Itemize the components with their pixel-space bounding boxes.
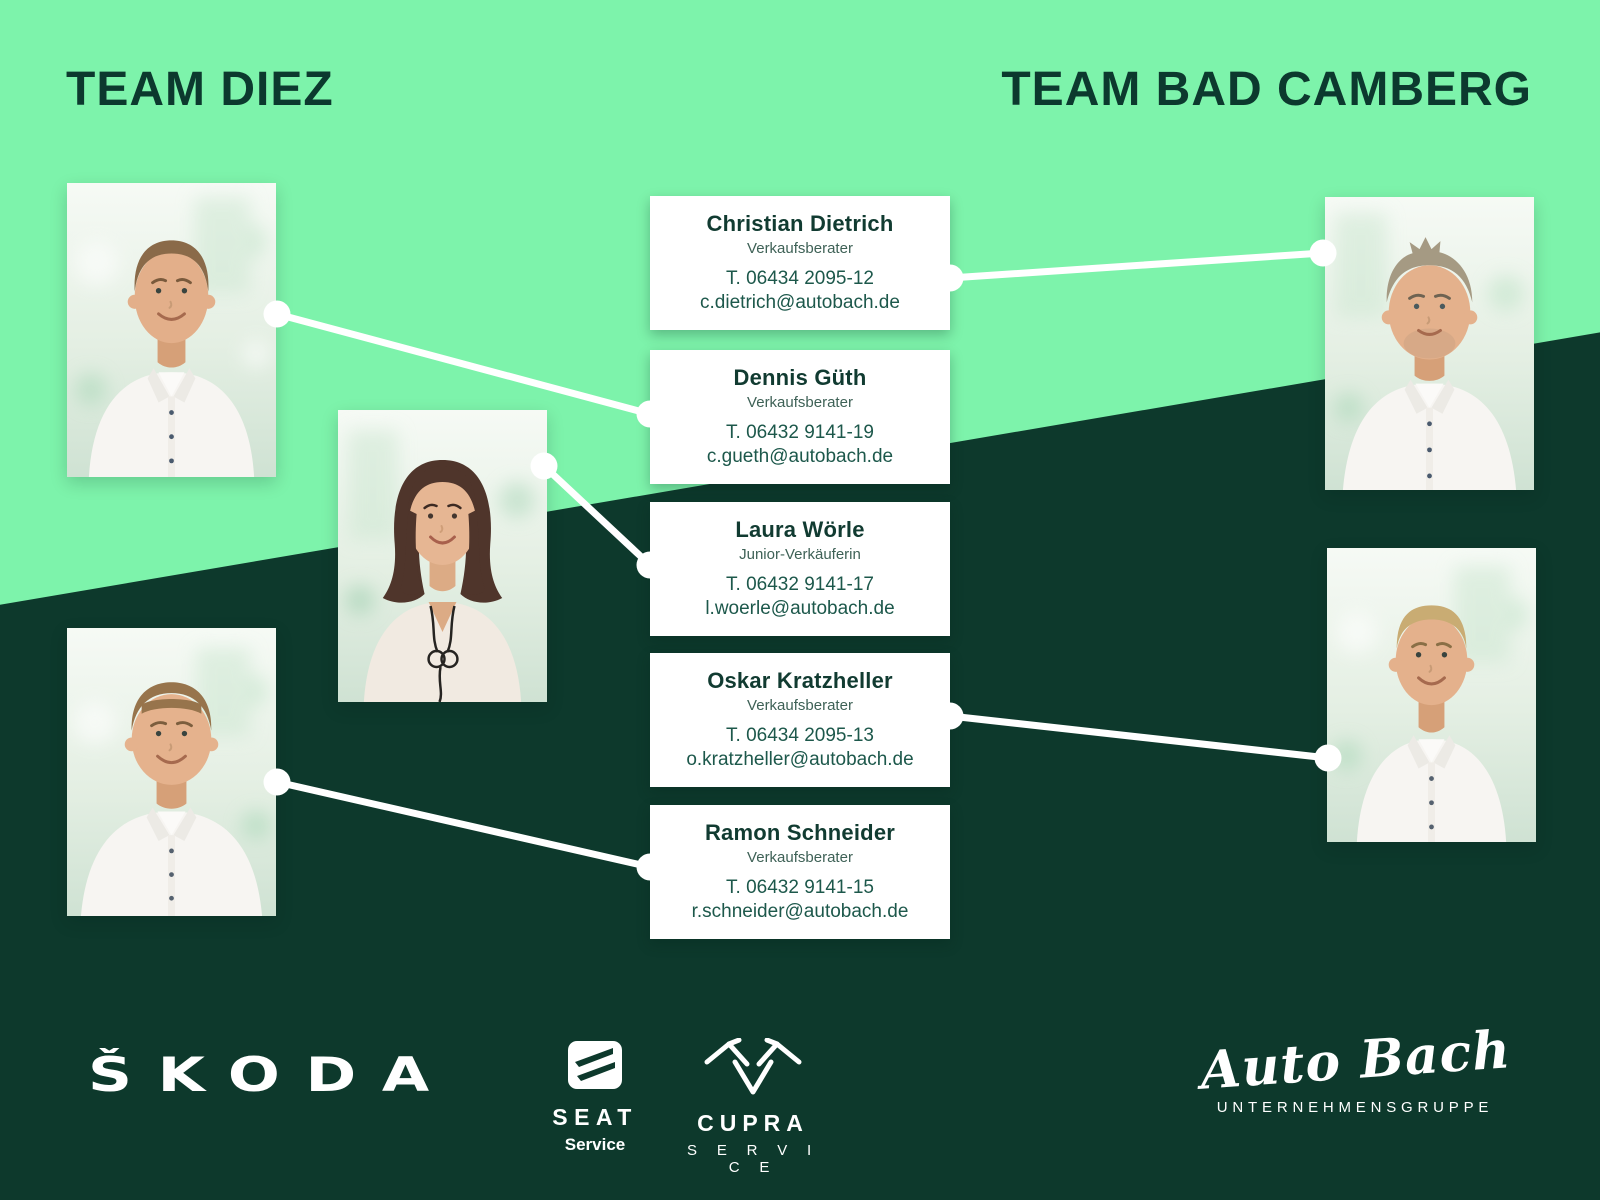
member-name: Oskar Kratzheller — [707, 668, 893, 693]
autobach-group-label: UNTERNEHMENSGRUPPE — [1216, 1099, 1494, 1116]
seat-logo-text: SEAT — [552, 1104, 638, 1130]
autobach-logo-script: Auto Bach — [1198, 1019, 1513, 1102]
member-phone: T. 06434 2095-12 — [726, 268, 874, 289]
member-role: Junior-Verkäuferin — [739, 546, 861, 563]
cupra-logo-text: CUPRA — [697, 1110, 809, 1136]
contact-card-christian-dietrich — [650, 196, 950, 330]
contact-card-laura-woerle — [650, 502, 950, 636]
seat-logo-icon — [567, 1040, 623, 1090]
member-name: Christian Dietrich — [706, 211, 894, 236]
member-phone: T. 06434 2095-13 — [726, 725, 874, 746]
member-role: Verkaufsberater — [747, 697, 853, 714]
cupra-logo — [686, 1038, 820, 1176]
member-photo-middle-left — [338, 410, 547, 702]
skoda-logo — [88, 1048, 455, 1103]
member-phone: T. 06432 9141-15 — [726, 877, 874, 898]
member-photo-top-right — [1325, 197, 1534, 490]
contact-card-ramon-schneider — [650, 805, 950, 939]
member-email: l.woerle@autobach.de — [705, 598, 895, 619]
member-phone: T. 06432 9141-17 — [726, 574, 874, 595]
contact-card-dennis-gueth — [650, 350, 950, 484]
cupra-service-label: S E R V I C E — [687, 1142, 819, 1176]
contact-card-oskar-kratzheller — [650, 653, 950, 787]
member-photo-top-left — [67, 183, 276, 477]
cupra-logo-icon — [703, 1038, 803, 1098]
member-name: Laura Wörle — [735, 517, 865, 542]
seat-logo — [536, 1040, 654, 1155]
member-name: Dennis Güth — [733, 365, 867, 390]
team-bad-camberg-heading: TEAM BAD CAMBERG — [1001, 63, 1532, 116]
member-email: c.dietrich@autobach.de — [700, 292, 900, 313]
member-email: c.gueth@autobach.de — [706, 446, 894, 467]
autobach-logo — [1198, 1019, 1513, 1116]
member-photo-bottom-right — [1327, 548, 1536, 842]
member-photo-bottom-left — [67, 628, 276, 916]
member-role: Verkaufsberater — [747, 394, 853, 411]
skoda-logo-text: ŠKODA — [88, 1048, 455, 1103]
member-email: o.kratzheller@autobach.de — [686, 749, 914, 770]
member-role: Verkaufsberater — [747, 849, 853, 866]
member-role: Verkaufsberater — [747, 240, 853, 257]
team-diez-heading: TEAM DIEZ — [66, 63, 334, 116]
seat-service-label: Service — [564, 1135, 626, 1154]
member-name: Ramon Schneider — [704, 820, 896, 845]
member-email: r.schneider@autobach.de — [691, 901, 909, 922]
member-phone: T. 06432 9141-19 — [726, 422, 874, 443]
